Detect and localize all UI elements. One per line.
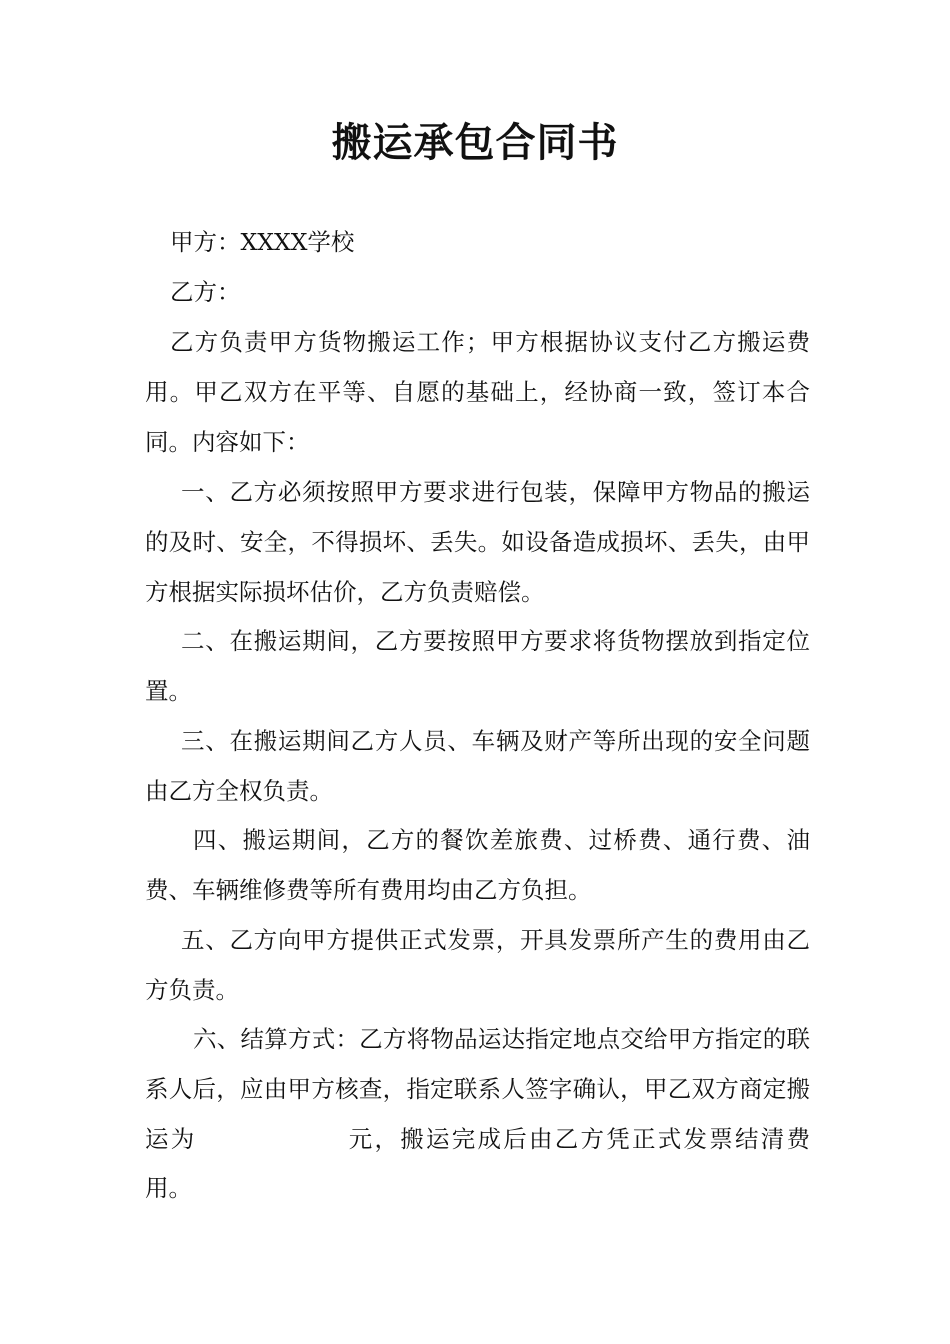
clause-4: 四、搬运期间，乙方的餐饮差旅费、过桥费、通行费、油费、车辆维修费等所有费用均由乙方负担。	[145, 826, 810, 904]
clause-1: 一、乙方必须按照甲方要求进行包装，保障甲方物品的搬运的及时、安全，不得损坏、丢失。如设备造成损坏、丢失，由甲方根据实际损坏估价，乙方负责赔偿。	[145, 478, 810, 606]
clause-3: 三、在搬运期间乙方人员、车辆及财产等所出现的安全问题由乙方全权负责。	[145, 727, 810, 805]
party-a-line: 甲方：XXXX学校	[170, 228, 355, 256]
clause-5: 五、乙方向甲方提供正式发票，开具发票所产生的费用由乙方负责。	[145, 926, 810, 1004]
party-b-line: 乙方：	[170, 278, 241, 306]
document-title: 搬运承包合同书	[331, 119, 619, 166]
intro-paragraph: 乙方负责甲方货物搬运工作；甲方根据协议支付乙方搬运费用。甲乙双方在平等、自愿的基础上，经协商一致，签订本合同。内容如下：	[145, 328, 810, 456]
clause-6-text-before-blank: 六、结算方式：乙方将物品运达指定地点交给甲方指定的联系人后，应由甲方核查，指定联系人签字确认，甲乙双方商定搬运为	[145, 1025, 810, 1153]
clause-2: 二、在搬运期间，乙方要按照甲方要求将货物摆放到指定位置。	[145, 627, 810, 705]
clause-6-text-after-blank: 元，搬运完成后由乙方凭正式发票结清费用。	[145, 1124, 810, 1203]
clause-6	[145, 1015, 810, 1214]
